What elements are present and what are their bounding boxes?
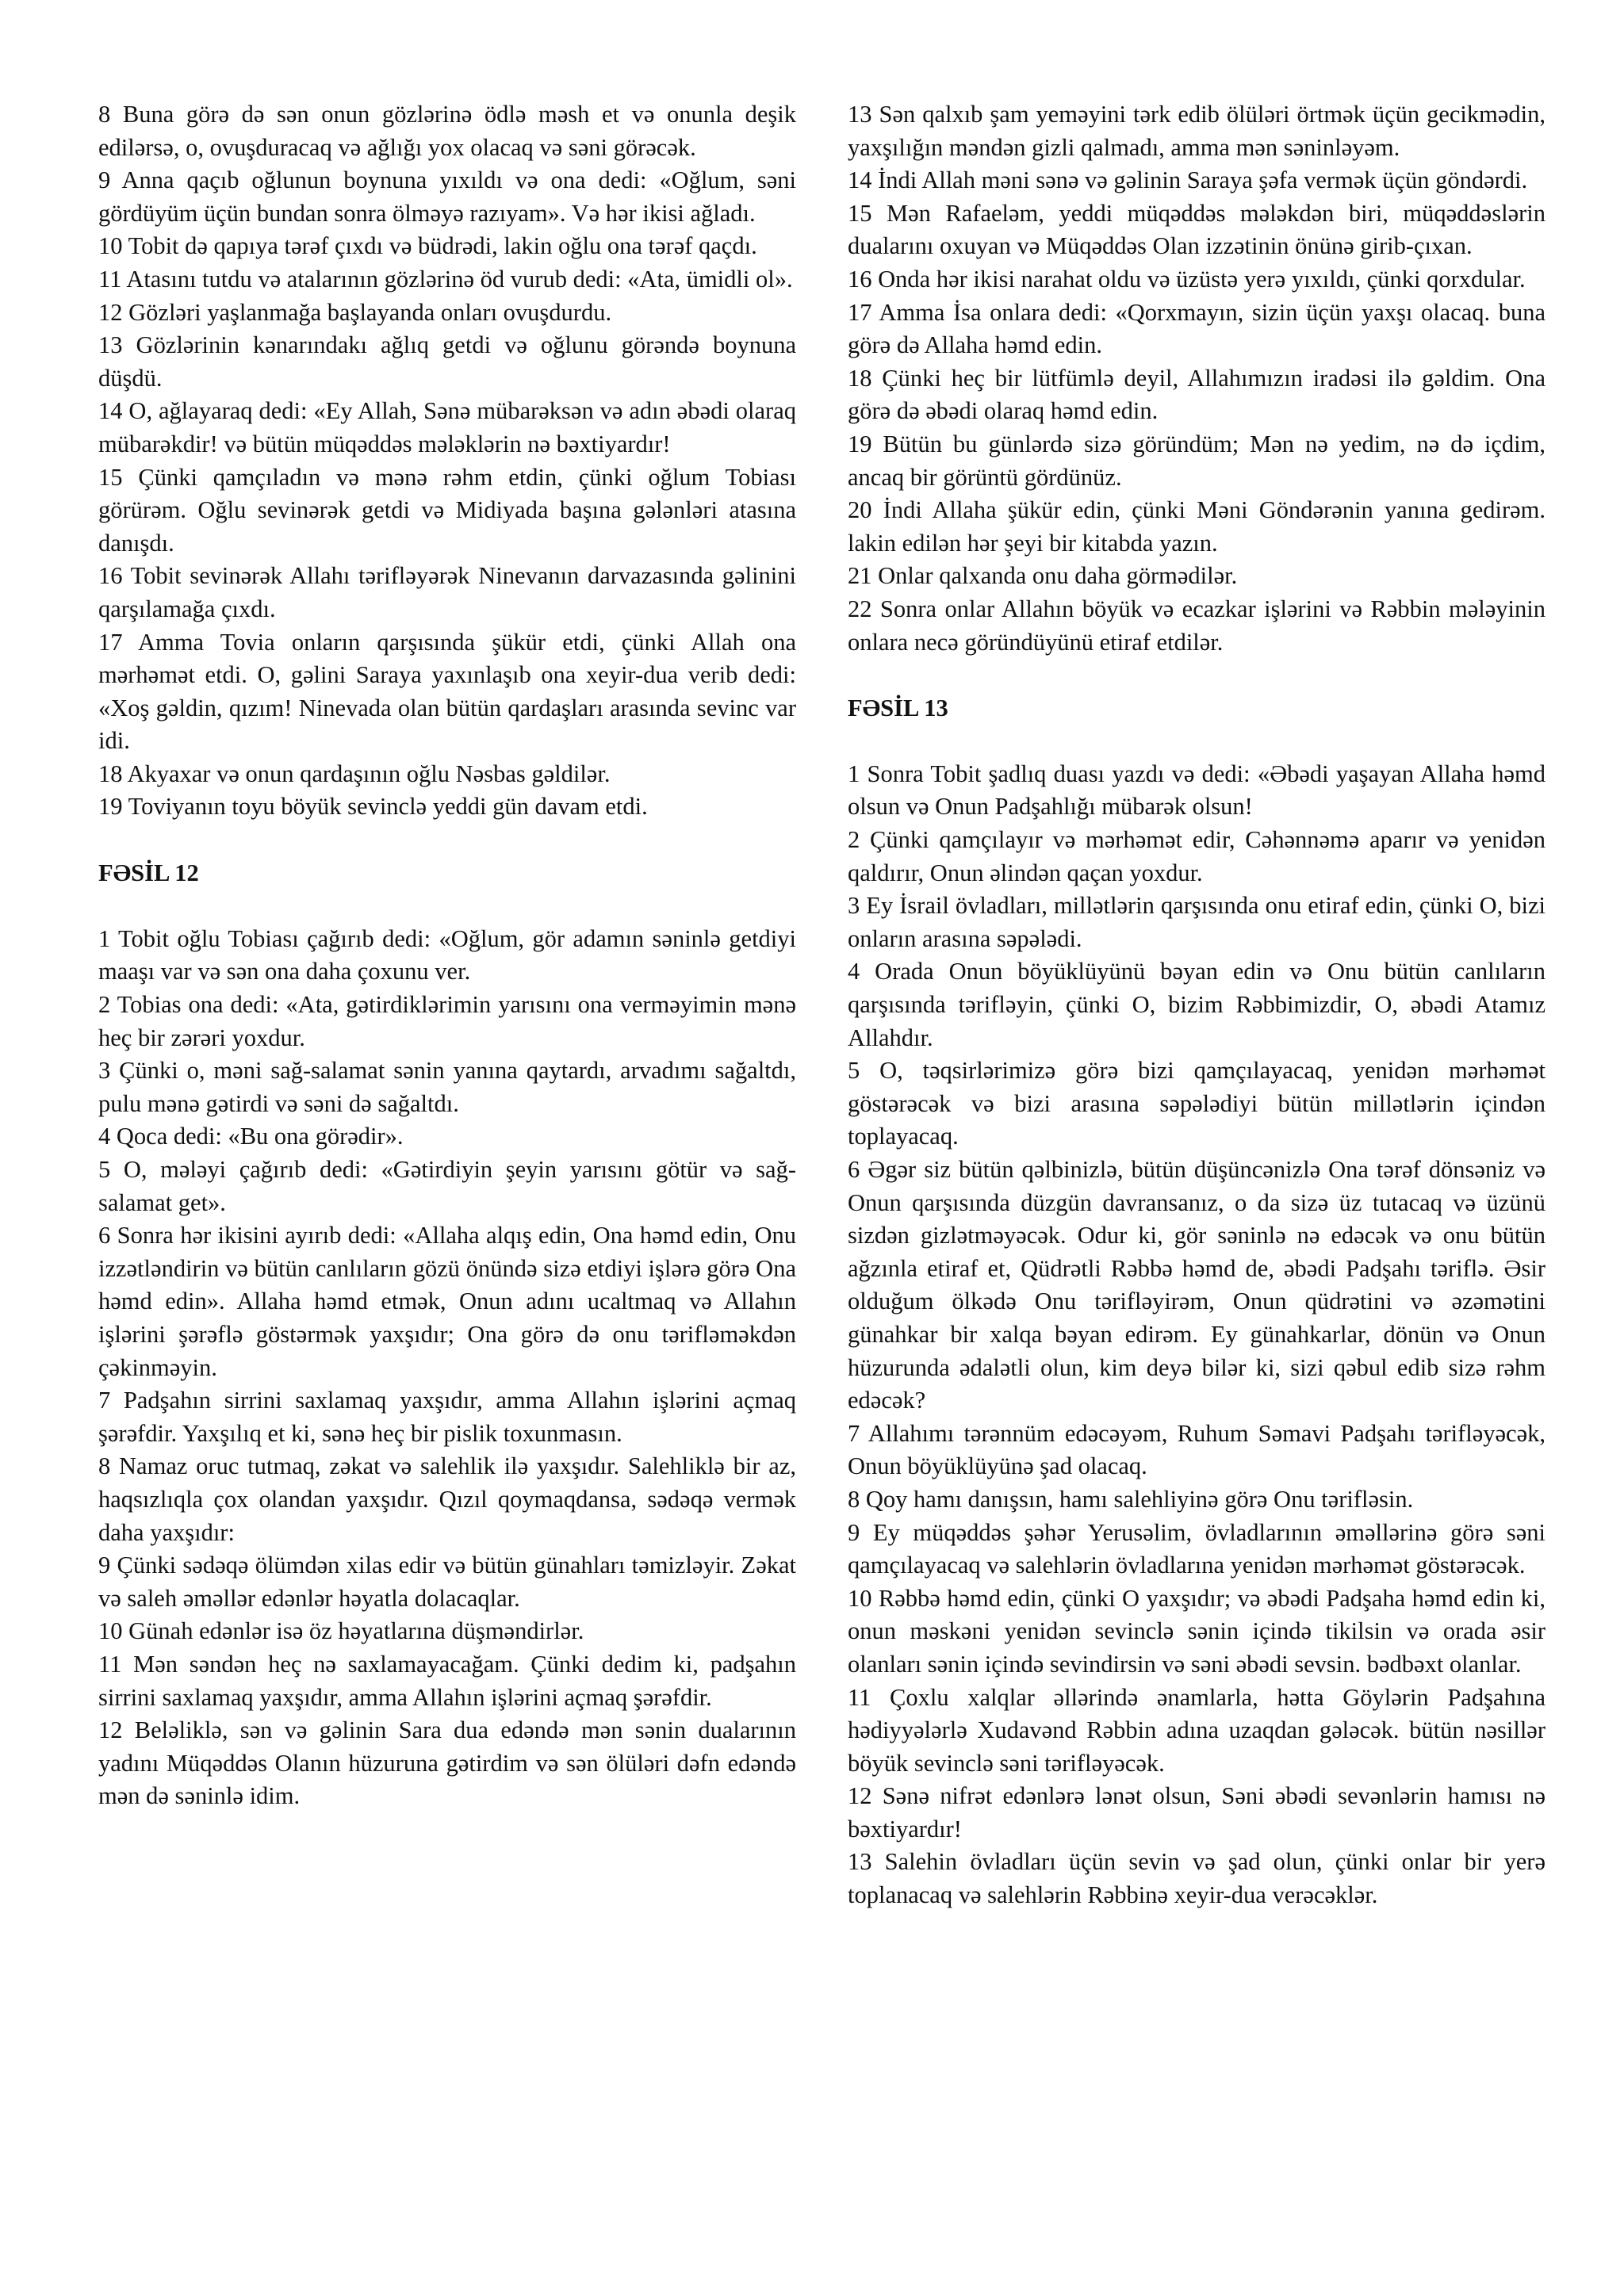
verse: 8 Buna görə də sən onun gözlərinə ödlə məsh et və onunla deşik edilərsə, o, ovuşduracaq və ağlığı yox olacaq və səni görəcək. bbox=[98, 101, 796, 161]
verse: 6 Əgər siz bütün qəlbinizlə, bütün düşüncənizlə Ona tərəf dönsəniz və Onun qarşısında düzgün davransanız, o da sizə üz tutacaq və üzünü sizdən gizlətməyəcək. Odur ki, gör səninlə nə edəcək və onu bütün ağzınla etiraf et, Qüdrətli Rəbbə həmd de, əbədi Padşahı təriflə. Əsir olduğum ölkədə Onu tərifləyirəm, Onun qüdrətini və əzəmətini günahkar bir xalqa bəyan edirəm. Ey günahkarlar, dönün və Onun hüzurunda ədalətli olun, kim deyə bilər ki, sizi qəbul edib sizə rəhm edəcək? bbox=[848, 1156, 1545, 1414]
verse: 10 Günah edənlər isə öz həyatlarına düşməndirlər. bbox=[98, 1617, 584, 1645]
verse: 20 İndi Allaha şükür edin, çünki Məni Göndərənin yanına gedirəm. lakin edilən hər şeyi bir kitabda yazın. bbox=[848, 496, 1545, 557]
verse: 2 Tobias ona dedi: «Ata, gətirdiklərimin yarısını ona verməyimin mənə heç bir zərəri yoxdur. bbox=[98, 991, 796, 1051]
verse: 13 Gözlərinin kənarındakı ağlıq getdi və oğlunu görəndə boynuna düşdü. bbox=[98, 331, 796, 392]
verse: 22 Sonra onlar Allahın böyük və ecazkar işlərini və Rəbbin mələyinin onlara necə göründüyünü etiraf etdilər. bbox=[848, 595, 1545, 656]
verse: 17 Amma Tovia onların qarşısında şükür etdi, çünki Allah ona mərhəmət etdi. O, gəlini Saraya yaxınlaşıb ona xeyir-dua verib dedi: «Xoş gəldin, qızım! Ninevada olan bütün qardaşları arasında sevinc var idi. bbox=[98, 628, 796, 755]
verse: 11 Çoxlu xalqlar əllərində ənamlarla, hətta Göylərin Padşahına hədiyyələrlə Xudavənd Rəbbin adına uzaqdan gələcək. bütün nəsillər böyük sevinclə səni tərifləyəcək. bbox=[848, 1683, 1545, 1777]
verse: 10 Tobit də qapıya tərəf çıxdı və büdrədi, lakin oğlu ona tərəf qaçdı. bbox=[98, 232, 757, 260]
left-column bbox=[98, 98, 796, 1813]
verse: 2 Çünki qamçılayır və mərhəmət edir, Cəhənnəmə aparır və yenidən qaldırır, Onun əlindən qaçan yoxdur. bbox=[848, 826, 1545, 886]
verse: 9 Çünki sədəqə ölümdən xilas edir və bütün günahları təmizləyir. Zəkat və saleh əməllər edənlər həyatla dolacaqlar. bbox=[98, 1552, 796, 1612]
verse: 3 Ey İsrail övladları, millətlərin qarşısında onu etiraf edin, çünki O, bizi onların arasına səpələdi. bbox=[848, 892, 1545, 952]
verse: 18 Çünki heç bir lütfümlə deyil, Allahımızın iradəsi ilə gəldim. Ona görə də əbədi olaraq həmd edin. bbox=[848, 364, 1545, 425]
verse: 11 Atasını tutdu və atalarının gözlərinə öd vurub dedi: «Ata, ümidli ol». bbox=[98, 265, 793, 293]
verse: 8 Namaz oruc tutmaq, zəkat və salehlik ilə yaxşıdır. Salehliklə bir az, haqsızlıqla çox olandan yaxşıdır. Qızıl qoymaqdansa, sədəqə vermək daha yaxşıdır: bbox=[98, 1452, 796, 1546]
verse: 5 O, təqsirlərimizə görə bizi qamçılayacaq, yenidən mərhəmət göstərəcək və bizi arasına səpələdiyi bütün millətlərin içindən toplayacaq. bbox=[848, 1057, 1545, 1150]
verse: 12 Gözləri yaşlanmağa başlayanda onları ovuşdurdu. bbox=[98, 298, 612, 326]
verse: 13 Salehin övladları üçün sevin və şad olun, çünki onlar bir yerə toplanacaq və salehlərin Rəbbinə xeyir-dua verəcəklər. bbox=[848, 1848, 1545, 1909]
right-column bbox=[848, 98, 1545, 1912]
verse: 19 Toviyanın toyu böyük sevinclə yeddi gün davam etdi. bbox=[98, 793, 648, 821]
verse: 16 Tobit sevinərək Allahı tərifləyərək Ninevanın darvazasında gəlinini qarşılamağa çıxdı. bbox=[98, 562, 796, 622]
verse: 5 O, mələyi çağırıb dedi: «Gətirdiyin şeyin yarısını götür və sağ-salamat get». bbox=[98, 1156, 796, 1216]
verse: 19 Bütün bu günlərdə sizə göründüm; Mən nə yedim, nə də içdim, ancaq bir görüntü gördünüz. bbox=[848, 430, 1545, 491]
verse: 7 Allahımı tərənnüm edəcəyəm, Ruhum Səmavi Padşahı tərifləyəcək, Onun böyüklüyünə şad olacaq. bbox=[848, 1419, 1545, 1480]
verse: 9 Ey müqəddəs şəhər Yerusəlim, övladlarının əməllərinə görə səni qamçılayacaq və salehlərin övladlarına yenidən mərhəmət göstərəcək. bbox=[848, 1518, 1545, 1579]
verse: 10 Rəbbə həmd edin, çünki O yaxşıdır; və əbədi Padşaha həmd edin ki, onun məskəni yenidən sevinclə sənin içində tikilsin və orada əsir olanları sənin içində sevindirsin və səni əbədi sevsin. bədbəxt olanlar. bbox=[848, 1584, 1545, 1678]
verse: 1 Sonra Tobit şadlıq duası yazdı və dedi: «Əbədi yaşayan Allaha həmd olsun və Onun Padşahlığı mübarək olsun! bbox=[848, 760, 1545, 821]
verse: 7 Padşahın sirrini saxlamaq yaxşıdır, amma Allahın işlərini açmaq şərəfdir. Yaxşılıq et ki, sənə heç bir pislik toxunmasın. bbox=[98, 1387, 796, 1447]
verse: 6 Sonra hər ikisini ayırıb dedi: «Allaha alqış edin, Ona həmd edin, Onu izzətləndirin və bütün canlıların gözü önündə sizə etdiyi işlərə görə Ona həmd edin». Allaha həmd etmək, Onun adını ucaltmaq və Allahın işlərini şərəflə göstərmək yaxşıdır; Ona görə də onu tərifləməkdən çəkinməyin. bbox=[98, 1222, 796, 1381]
verse: 12 Beləliklə, sən və gəlinin Sara dua edəndə mən sənin dualarının yadını Müqəddəs Olanın hüzuruna gətirdim və sən ölüləri dəfn edəndə mən də səninlə idim. bbox=[98, 1716, 796, 1810]
verse: 4 Orada Onun böyüklüyünü bəyan edin və Onu bütün canlıların qarşısında tərifləyin, çünki O, bizim Rəbbimizdir, O, əbədi Atamız Allahdır. bbox=[848, 958, 1545, 1051]
verse: 16 Onda hər ikisi narahat oldu və üzüstə yerə yıxıldı, çünki qorxdular. bbox=[848, 265, 1526, 293]
verse: 8 Qoy hamı danışsın, hamı salehliyinə görə Onu tərifləsin. bbox=[848, 1485, 1414, 1513]
verse: 15 Mən Rafaeləm, yeddi müqəddəs mələkdən biri, müqəddəslərin dualarını oxuyan və Müqəddəs Olan izzətinin önünə girib-çıxan. bbox=[848, 199, 1545, 260]
verse: 13 Sən qalxıb şam yeməyini tərk edib ölüləri örtmək üçün gecikmədin, yaxşılığın məndən gizli qalmadı, amma mən səninləyəm. bbox=[848, 101, 1545, 161]
chapter-12-heading: FƏSİL 12 bbox=[98, 859, 199, 886]
verse: 14 İndi Allah məni sənə və gəlinin Saraya şəfa vermək üçün göndərdi. bbox=[848, 166, 1528, 194]
verse: 15 Çünki qamçıladın və mənə rəhm etdin, çünki oğlum Tobiası görürəm. Oğlu sevinərək getdi və Midiyada başına gələnləri atasına danışdı. bbox=[98, 463, 796, 557]
chapter-12-verses bbox=[98, 923, 796, 1813]
verse: 1 Tobit oğlu Tobiası çağırıb dedi: «Oğlum, gör adamın səninlə getdiyi maaşı var və sən ona daha çoxunu ver. bbox=[98, 924, 796, 985]
verse: 21 Onlar qalxanda onu daha görmədilər. bbox=[848, 562, 1238, 590]
verse: 3 Çünki o, məni sağ-salamat sənin yanına qaytardı, arvadımı sağaltdı, pulu mənə gətirdi və səni də sağaltdı. bbox=[98, 1057, 796, 1117]
verse: 12 Sənə nifrət edənlərə lənət olsun, Səni əbədi sevənlərin hamısı nə bəxtiyardır! bbox=[848, 1782, 1545, 1843]
verse: 11 Mən səndən heç nə saxlamayacağam. Çünki dedim ki, padşahın sirrini saxlamaq yaxşıdır, amma Allahın işlərini açmaq şərəfdir. bbox=[98, 1650, 796, 1711]
chapter-13-heading: FƏSİL 13 bbox=[848, 694, 948, 721]
chapter-11-continuation bbox=[98, 98, 796, 824]
chapter-12-continuation bbox=[848, 98, 1545, 659]
verse: 17 Amma İsa onlara dedi: «Qorxmayın, sizin üçün yaxşı olacaq. buna görə də Allaha həmd edin. bbox=[848, 298, 1545, 359]
chapter-13-verses bbox=[848, 758, 1545, 1912]
verse: 18 Akyaxar və onun qardaşının oğlu Nəsbas gəldilər. bbox=[98, 760, 611, 787]
verse: 14 O, ağlayaraq dedi: «Ey Allah, Sənə mübarəksən və adın əbədi olaraq mübarəkdir! və bütün müqəddəs mələklərin nə bəxtiyardır! bbox=[98, 397, 796, 457]
verse: 4 Qoca dedi: «Bu ona görədir». bbox=[98, 1123, 404, 1150]
verse: 9 Anna qaçıb oğlunun boynuna yıxıldı və ona dedi: «Oğlum, səni gördüyüm üçün bundan sonra ölməyə razıyam». Və hər ikisi ağladı. bbox=[98, 166, 796, 227]
